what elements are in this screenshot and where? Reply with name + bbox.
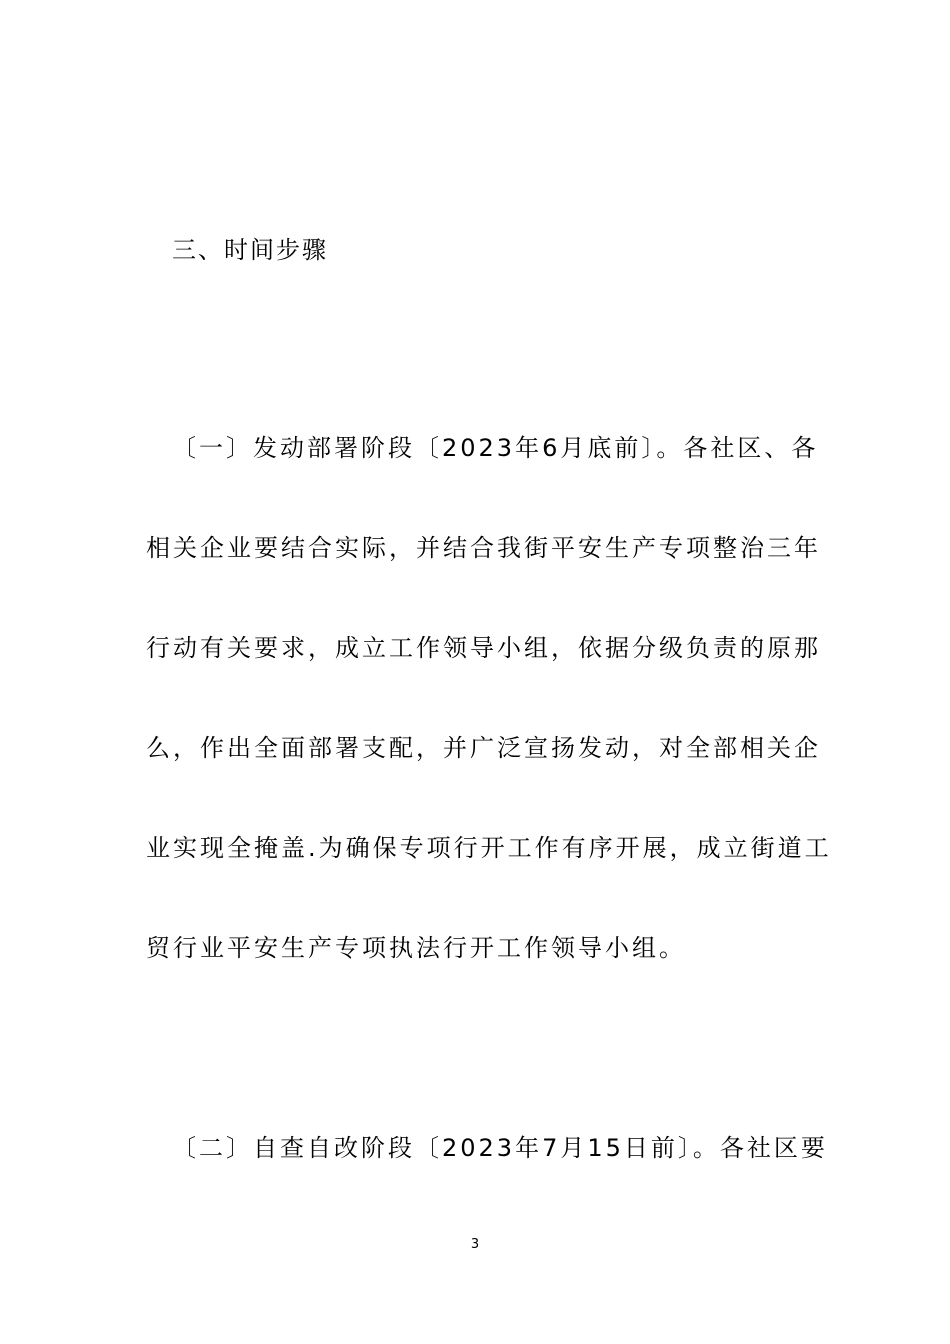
paragraph-line: 行动有关要求，成立工作领导小组，依据分级负责的原那 — [146, 634, 821, 662]
paragraph-line: 贸行业平安生产专项执法行开工作领导小组。 — [146, 934, 686, 962]
paragraph-line: 〔一〕发动部署阶段〔2023年6月底前〕。各社区、各 — [172, 434, 819, 462]
page-number: 3 — [470, 1237, 480, 1252]
section-heading: 三、时间步骤 — [172, 236, 328, 264]
paragraph-line: 相关企业要结合实际，并结合我街平安生产专项整治三年 — [146, 534, 821, 562]
paragraph-launch-deployment-stage — [146, 428, 832, 1028]
paragraph-line: 么，作出全面部署支配，并广泛宣扬发动，对全部相关企 — [146, 734, 821, 762]
paragraph-line: 业实现全掩盖.为确保专项行开工作有序开展，成立街道工 — [146, 834, 832, 862]
paragraph-line: 〔二〕自查自改阶段〔2023年7月15日前〕。各社区要 — [172, 1134, 828, 1162]
paragraph-self-inspection-stage — [146, 1128, 828, 1228]
